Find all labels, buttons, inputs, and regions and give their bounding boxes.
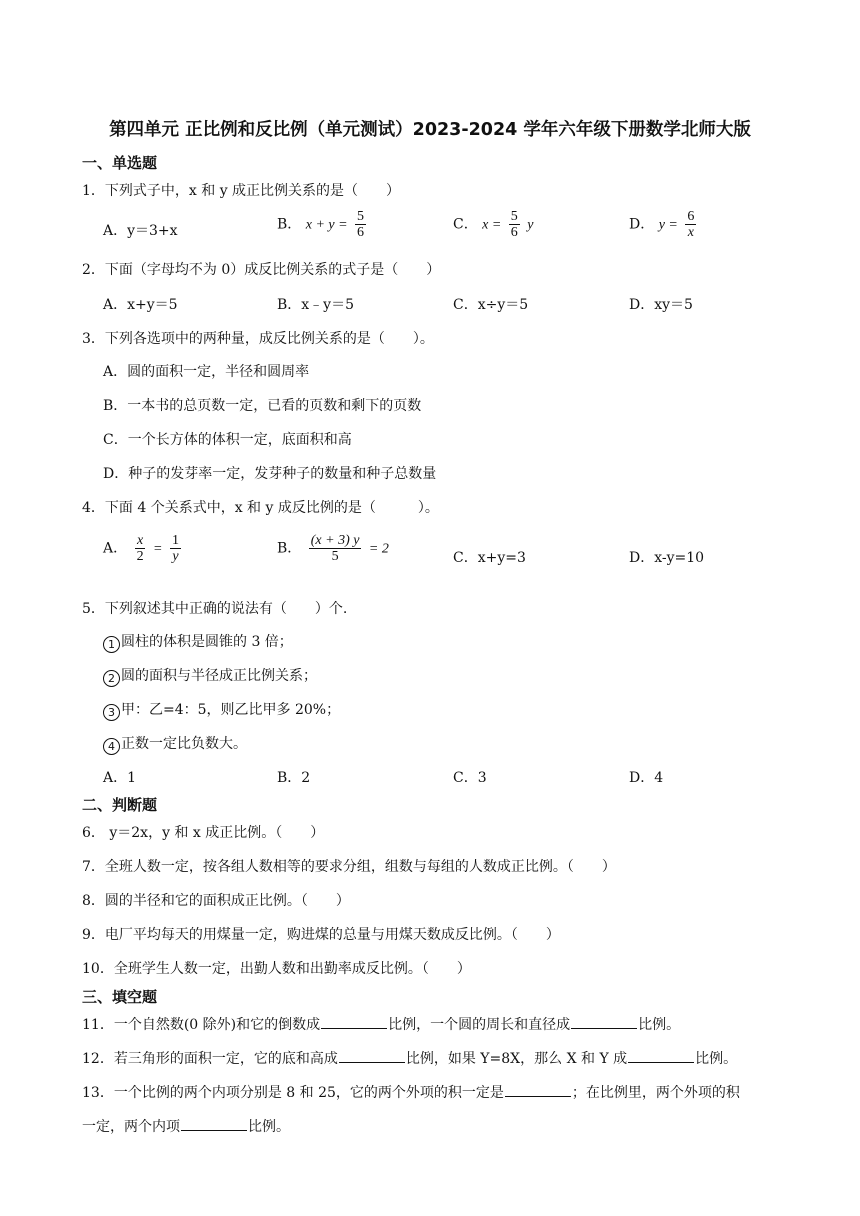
question-2-option-d: D．xy＝5 [629, 297, 693, 313]
question-5-option-b: B．2 [277, 770, 311, 786]
question-4-option-b [277, 533, 389, 564]
question-13-line-1 [82, 1082, 740, 1102]
answer-blank[interactable] [181, 1118, 247, 1131]
formula-lhs: x + y = [305, 217, 348, 233]
fraction-denominator: 6 [357, 225, 365, 240]
circled-number-2: 2 [103, 670, 120, 687]
circled-number-3: 3 [103, 704, 120, 721]
question-text: 比例。 [695, 1051, 738, 1067]
fraction [170, 533, 181, 564]
statement-text: 正数一定比负数大。 [121, 736, 247, 752]
equals-sign: = [153, 541, 163, 557]
question-5-statement-3 [103, 699, 340, 721]
question-text: 12．若三角形的面积一定，它的底和高成 [82, 1051, 338, 1067]
fraction-numerator: 1 [171, 533, 179, 548]
formula-rhs: = 2 [368, 541, 389, 557]
question-4-stem: 4．下面 4 个关系式中，x 和 y 成反比例的是（ ）。 [82, 500, 439, 516]
question-1-option-d [629, 209, 699, 240]
question-7: 7．全班人数一定，按各组人数相等的要求分组，组数与每组的人数成正比例。（ ） [82, 859, 616, 875]
option-label: D． [629, 216, 655, 233]
question-5-option-a: A．1 [103, 770, 137, 786]
question-5-statement-2 [103, 665, 317, 687]
fraction-denominator: 6 [510, 225, 518, 240]
fraction [355, 209, 366, 240]
answer-blank[interactable] [339, 1050, 405, 1063]
question-3-option-a: A．圆的面积一定，半径和圆周率 [103, 364, 310, 380]
page-title: 第四单元 正比例和反比例（单元测试）2023-2024 学年六年级下册数学北师大版 [109, 120, 751, 140]
fraction-denominator: 5 [331, 549, 339, 564]
fraction-numerator: (x + 3) y [310, 533, 360, 548]
formula-variable: y [527, 217, 534, 233]
question-text: ；在比例里，两个外项的积 [571, 1085, 740, 1101]
question-text: 比例。 [638, 1017, 681, 1033]
question-5-stem: 5．下列叙述其中正确的说法有（ ）个. [82, 601, 348, 617]
question-3-option-c: C．一个长方体的体积一定，底面积和高 [103, 432, 352, 448]
question-10: 10．全班学生人数一定，出勤人数和出勤率成反比例。（ ） [82, 961, 471, 977]
circled-number-4: 4 [103, 738, 120, 755]
question-9: 9．电厂平均每天的用煤量一定，购进煤的总量与用煤天数成反比例。（ ） [82, 927, 560, 943]
statement-text: 甲：乙=4：5，则乙比甲多 20%； [121, 702, 341, 718]
option-label: B． [277, 216, 302, 233]
question-4-option-a [103, 533, 184, 564]
fraction-numerator: 6 [687, 209, 695, 224]
question-6: 6． y＝2x，y 和 x 成正比例。（ ） [82, 825, 325, 841]
question-text: 13．一个比例的两个内项分别是 8 和 25，它的两个外项的积一定是 [82, 1085, 504, 1101]
statement-text: 圆柱的体积是圆锥的 3 倍； [121, 634, 293, 650]
question-text: 比例，如果 Y=8X，那么 X 和 Y 成 [405, 1051, 628, 1067]
question-5-option-c: C．3 [453, 770, 487, 786]
question-11 [82, 1014, 680, 1034]
section-heading-true-false: 二、判断题 [82, 796, 158, 814]
question-5-option-d: D．4 [629, 770, 664, 786]
fraction [135, 533, 146, 564]
option-label: C． [453, 216, 478, 233]
question-text: 11．一个自然数(0 除外)和它的倒数成 [82, 1017, 321, 1033]
question-2-stem: 2．下面（字母均不为 0）成反比例关系的式子是（ ） [82, 262, 441, 278]
question-text: 一定，两个内项 [82, 1119, 180, 1135]
fraction-numerator: 5 [357, 209, 365, 224]
question-5-statement-4 [103, 733, 247, 755]
option-label: B． [277, 540, 302, 557]
statement-text: 圆的面积与半径成正比例关系； [121, 668, 317, 684]
question-5-statement-1 [103, 631, 293, 653]
answer-blank[interactable] [571, 1016, 637, 1029]
question-3-option-d: D．种子的发芽率一定，发芽种子的数量和种子总数量 [103, 466, 437, 482]
question-1-option-a: A．y＝3+x [103, 223, 178, 239]
question-4-option-c: C．x+y=3 [453, 550, 526, 566]
fraction [509, 209, 520, 240]
question-4-option-d: D．x-y=10 [629, 550, 705, 566]
question-13-line-2 [82, 1116, 290, 1136]
question-text: 比例，一个圆的周长和直径成 [388, 1017, 571, 1033]
answer-blank[interactable] [505, 1084, 571, 1097]
formula-lhs: x = [482, 217, 502, 233]
section-heading-single-choice: 一、单选题 [82, 154, 158, 172]
fraction-denominator: y [172, 549, 179, 564]
question-2-option-c: C．x÷y＝5 [453, 297, 529, 313]
question-8: 8．圆的半径和它的面积成正比例。（ ） [82, 893, 350, 909]
section-heading-fill-blank: 三、填空题 [82, 988, 158, 1006]
fraction [685, 209, 696, 240]
option-label: A． [103, 540, 128, 557]
fraction [309, 533, 362, 564]
question-1-stem: 1．下列式子中，x 和 y 成正比例关系的是（ ） [82, 183, 401, 199]
fraction-numerator: x [136, 533, 144, 548]
fraction-numerator: 5 [510, 209, 518, 224]
answer-blank[interactable] [628, 1050, 694, 1063]
question-2-option-a: A．x+y＝5 [103, 297, 178, 313]
formula-lhs: y = [658, 217, 678, 233]
question-3-stem: 3．下列各选项中的两种量，成反比例关系的是（ ）。 [82, 331, 434, 347]
fraction-denominator: x [687, 225, 694, 240]
question-text: 比例。 [248, 1119, 290, 1135]
fraction-denominator: 2 [136, 549, 144, 564]
circled-number-1: 1 [103, 636, 120, 653]
question-1-option-b [277, 209, 369, 240]
question-1-option-c [453, 209, 533, 240]
answer-blank[interactable] [321, 1016, 387, 1029]
question-3-option-b: B．一本书的总页数一定，已看的页数和剩下的页数 [103, 398, 422, 414]
question-12 [82, 1048, 737, 1068]
question-2-option-b: B．x﹣y＝5 [277, 297, 354, 313]
